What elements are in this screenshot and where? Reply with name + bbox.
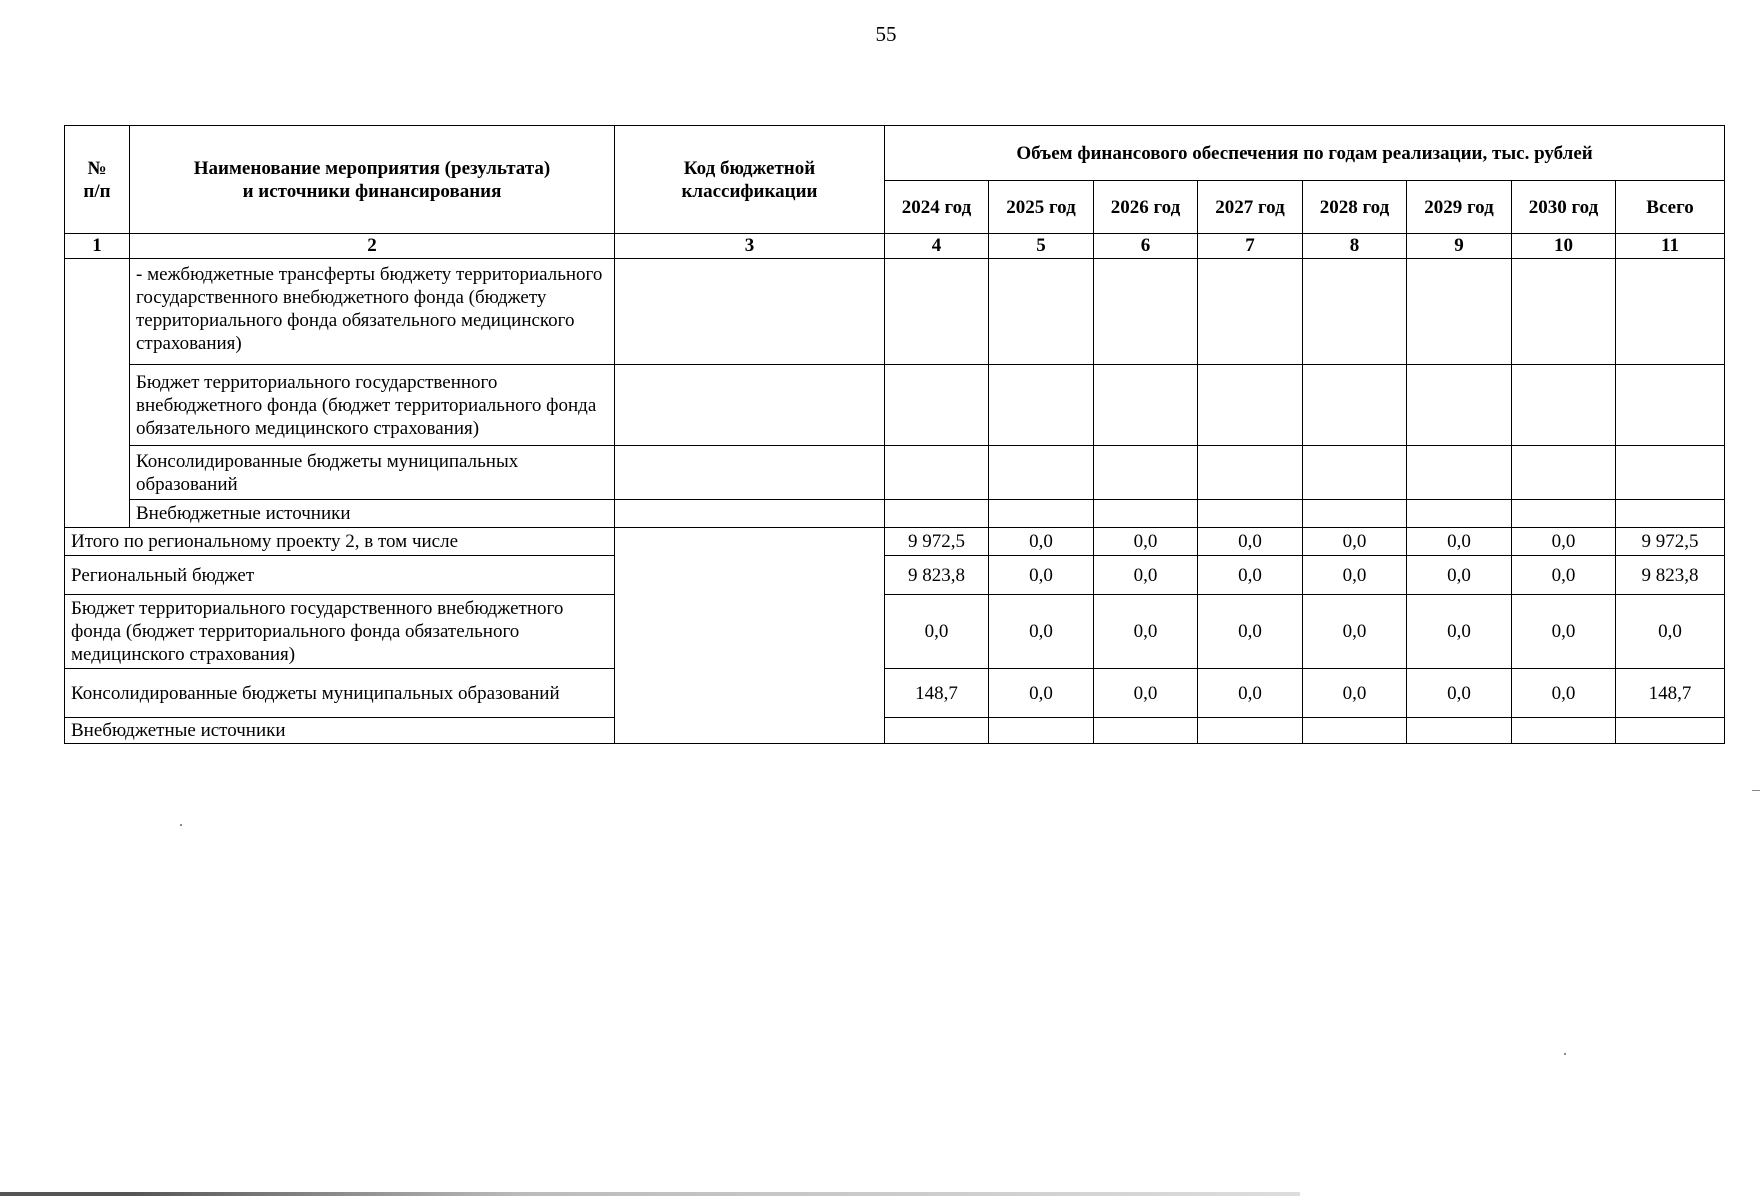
value-cell xyxy=(1616,259,1725,365)
column-index: 5 xyxy=(989,234,1094,259)
column-index: 1 xyxy=(65,234,130,259)
value-cell xyxy=(1512,259,1616,365)
header-year-2029: 2029 год xyxy=(1407,181,1512,234)
value-cell: 0,0 xyxy=(989,595,1094,669)
value-cell xyxy=(1198,259,1303,365)
header-num: № п/п xyxy=(65,126,130,234)
total-row xyxy=(65,595,1725,669)
total-row-name: Консолидированные бюджеты муниципальных образований xyxy=(65,669,615,718)
header-year-2030: 2030 год xyxy=(1512,181,1616,234)
scan-speck xyxy=(1564,1053,1566,1055)
total-row-name: Бюджет территориального государственного внебюджетного фонда (бюджет территориального фонда обязательного медицинского страхования) xyxy=(65,595,615,669)
value-cell xyxy=(1303,365,1407,446)
value-cell: 0,0 xyxy=(1094,528,1198,556)
value-cell xyxy=(1616,500,1725,528)
value-cell: 0,0 xyxy=(1303,556,1407,595)
header-code: Код бюджетной классификации xyxy=(615,126,885,234)
value-cell xyxy=(1198,365,1303,446)
scan-speck xyxy=(180,824,182,826)
code-cell xyxy=(615,259,885,365)
row-name-cell: Внебюджетные источники xyxy=(130,500,615,528)
value-cell xyxy=(989,259,1094,365)
value-cell: 0,0 xyxy=(1407,528,1512,556)
value-cell: 9 823,8 xyxy=(885,556,989,595)
value-cell: 0,0 xyxy=(885,595,989,669)
column-index: 4 xyxy=(885,234,989,259)
value-cell xyxy=(885,446,989,500)
value-cell xyxy=(885,500,989,528)
value-cell xyxy=(1407,718,1512,744)
code-cell xyxy=(615,365,885,446)
value-cell xyxy=(1303,718,1407,744)
value-cell: 148,7 xyxy=(1616,669,1725,718)
financing-table xyxy=(64,125,1725,744)
column-index: 3 xyxy=(615,234,885,259)
value-cell xyxy=(1094,365,1198,446)
code-cell xyxy=(615,500,885,528)
value-cell: 0,0 xyxy=(1407,556,1512,595)
column-index: 6 xyxy=(1094,234,1198,259)
header-volume: Объем финансового обеспечения по годам реализации, тыс. рублей xyxy=(885,126,1725,181)
value-cell xyxy=(1616,446,1725,500)
table-row xyxy=(65,500,1725,528)
total-row xyxy=(65,528,1725,556)
table-row xyxy=(65,259,1725,365)
code-cell xyxy=(615,446,885,500)
value-cell: 0,0 xyxy=(1512,595,1616,669)
value-cell: 0,0 xyxy=(1303,669,1407,718)
row-name-cell: Бюджет территориального государственного внебюджетного фонда (бюджет территориального фонда обязательного медицинского страхования) xyxy=(130,365,615,446)
value-cell: 0,0 xyxy=(1198,556,1303,595)
table-row xyxy=(65,365,1725,446)
value-cell: 9 972,5 xyxy=(1616,528,1725,556)
value-cell: 0,0 xyxy=(1303,595,1407,669)
value-cell: 0,0 xyxy=(1094,556,1198,595)
total-row xyxy=(65,718,1725,744)
value-cell: 0,0 xyxy=(1303,528,1407,556)
column-index: 8 xyxy=(1303,234,1407,259)
total-row xyxy=(65,556,1725,595)
value-cell xyxy=(989,718,1094,744)
value-cell xyxy=(1303,446,1407,500)
header-year-2026: 2026 год xyxy=(1094,181,1198,234)
value-cell xyxy=(885,259,989,365)
value-cell xyxy=(1094,718,1198,744)
row-number-cell xyxy=(65,259,130,528)
value-cell: 0,0 xyxy=(1198,669,1303,718)
value-cell: 0,0 xyxy=(989,669,1094,718)
value-cell xyxy=(1198,446,1303,500)
value-cell xyxy=(989,500,1094,528)
value-cell: 0,0 xyxy=(1512,528,1616,556)
value-cell xyxy=(1407,365,1512,446)
value-cell: 0,0 xyxy=(1198,595,1303,669)
value-cell xyxy=(989,365,1094,446)
value-cell xyxy=(1094,446,1198,500)
value-cell: 0,0 xyxy=(1616,595,1725,669)
value-cell xyxy=(1094,259,1198,365)
value-cell: 0,0 xyxy=(1094,595,1198,669)
value-cell xyxy=(1303,500,1407,528)
row-name-cell: - межбюджетные трансферты бюджету территориального государственного внебюджетного фонда (бюджету территориального фонда обязательного медицинского страхования) xyxy=(130,259,615,365)
value-cell xyxy=(1512,500,1616,528)
value-cell xyxy=(1094,500,1198,528)
header-year-2025: 2025 год xyxy=(989,181,1094,234)
value-cell: 0,0 xyxy=(1407,669,1512,718)
column-index: 10 xyxy=(1512,234,1616,259)
header-year-2027: 2027 год xyxy=(1198,181,1303,234)
scan-edge-line xyxy=(0,1192,1300,1196)
value-cell xyxy=(1616,365,1725,446)
header-name: Наименование мероприятия (результата) и источники финансирования xyxy=(130,126,615,234)
header-year-2028: 2028 год xyxy=(1303,181,1407,234)
value-cell: 0,0 xyxy=(1094,669,1198,718)
header-row xyxy=(65,126,1725,181)
value-cell xyxy=(1198,500,1303,528)
code-cell xyxy=(615,528,885,744)
value-cell: 0,0 xyxy=(1512,556,1616,595)
total-row xyxy=(65,669,1725,718)
value-cell xyxy=(989,446,1094,500)
value-cell: 0,0 xyxy=(1407,595,1512,669)
total-row-name: Внебюджетные источники xyxy=(65,718,615,744)
column-index-row xyxy=(65,234,1725,259)
header-year-2024: 2024 год xyxy=(885,181,989,234)
total-row-name: Региональный бюджет xyxy=(65,556,615,595)
column-index: 7 xyxy=(1198,234,1303,259)
header-total: Всего xyxy=(1616,181,1725,234)
row-name-cell: Консолидированные бюджеты муниципальных образований xyxy=(130,446,615,500)
value-cell xyxy=(1512,446,1616,500)
value-cell xyxy=(1407,446,1512,500)
value-cell: 9 823,8 xyxy=(1616,556,1725,595)
value-cell xyxy=(885,718,989,744)
value-cell xyxy=(885,365,989,446)
value-cell: 0,0 xyxy=(1198,528,1303,556)
scan-speck xyxy=(1752,790,1760,791)
value-cell: 148,7 xyxy=(885,669,989,718)
column-index: 9 xyxy=(1407,234,1512,259)
column-index: 11 xyxy=(1616,234,1725,259)
value-cell xyxy=(1407,500,1512,528)
page-number: 55 xyxy=(875,22,897,46)
value-cell xyxy=(1303,259,1407,365)
value-cell: 9 972,5 xyxy=(885,528,989,556)
value-cell xyxy=(1512,718,1616,744)
table-row xyxy=(65,446,1725,500)
total-row-name: Итого по региональному проекту 2, в том числе xyxy=(65,528,615,556)
value-cell: 0,0 xyxy=(1512,669,1616,718)
value-cell xyxy=(1616,718,1725,744)
value-cell xyxy=(1512,365,1616,446)
value-cell xyxy=(1407,259,1512,365)
column-index: 2 xyxy=(130,234,615,259)
value-cell xyxy=(1198,718,1303,744)
value-cell: 0,0 xyxy=(989,528,1094,556)
value-cell: 0,0 xyxy=(989,556,1094,595)
